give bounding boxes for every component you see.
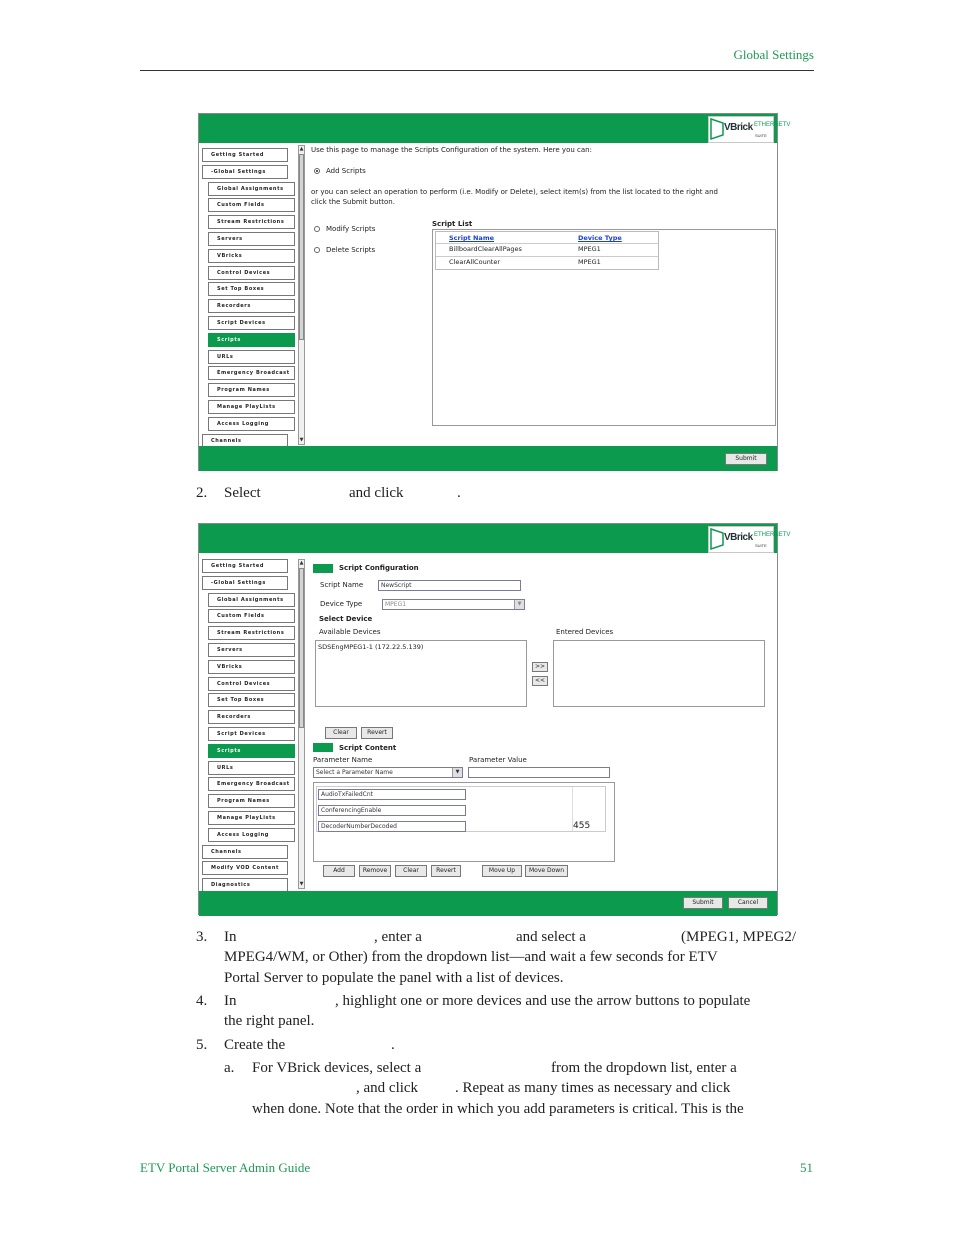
nav-item-servers[interactable]: Servers xyxy=(208,232,295,246)
step2-and-click: and click xyxy=(349,485,404,501)
scroll-thumb[interactable] xyxy=(299,568,304,728)
step2-number: 2. xyxy=(196,485,208,501)
nav-item-servers[interactable]: Servers xyxy=(208,643,295,657)
move-up-button[interactable]: Move Up xyxy=(482,865,522,877)
step3-number: 3. xyxy=(196,929,208,945)
row1-name[interactable]: BillboardClearAllPages xyxy=(449,245,522,253)
script-list-table xyxy=(435,231,659,270)
step3-in: In xyxy=(224,929,237,945)
nav-item-program-names[interactable]: Program Names xyxy=(208,383,295,397)
add-button[interactable]: Add xyxy=(323,865,355,877)
param-row2-name[interactable]: ConferencingEnable xyxy=(318,805,466,816)
nav-item-emergency-broadcast[interactable]: Emergency Broadcast xyxy=(208,777,295,791)
page-header xyxy=(140,46,814,71)
nav-item-stream-restrictions[interactable]: Stream Restrictions xyxy=(208,215,295,229)
or-text-line2: click the Submit button. xyxy=(311,198,395,206)
nav-item-global-assignments[interactable]: Global Assignments xyxy=(208,182,295,196)
step2-period: . xyxy=(457,485,461,501)
entered-devices-label: Entered Devices xyxy=(556,628,614,636)
nav-item-control-devices[interactable]: Control Devices xyxy=(208,677,295,691)
submit-button[interactable]: Submit xyxy=(725,453,767,465)
nav-item-modify-vod-content[interactable]: Modify VOD Content xyxy=(202,861,288,875)
submit-button[interactable]: Submit xyxy=(683,897,723,909)
scroll-up-icon[interactable]: ▲ xyxy=(299,146,304,152)
select-device-label: Select Device xyxy=(319,615,373,623)
step3-line2: MPEG4/WM, or Other) from the dropdown list—and wait a few seconds for ETV xyxy=(224,949,718,965)
top-bar xyxy=(199,524,777,553)
clear-button[interactable]: Clear xyxy=(325,727,357,739)
screenshot-scripts-list xyxy=(198,113,791,471)
nav-item-urls[interactable]: URLs xyxy=(208,350,295,364)
nav-item-recorders[interactable]: Recorders xyxy=(208,710,295,724)
nav-item-script-devices[interactable]: Script Devices xyxy=(208,316,295,330)
available-devices-list[interactable] xyxy=(315,640,527,707)
step3-rest1: (MPEG1, MPEG2/ xyxy=(681,929,797,945)
content-title: Script Content xyxy=(339,744,397,752)
param-table xyxy=(316,786,606,832)
step4-line2: the right panel. xyxy=(224,1013,315,1029)
device-type-label: Device Type xyxy=(320,600,363,608)
move-down-button[interactable]: Move Down xyxy=(525,865,568,877)
section-title: Global Settings xyxy=(733,47,814,62)
cancel-button[interactable]: Cancel xyxy=(728,897,768,909)
nav-item-custom-fields[interactable]: Custom Fields xyxy=(208,198,295,212)
script-list-title: Script List xyxy=(432,220,473,228)
step3-line3: Portal Server to populate the panel with a list of devices. xyxy=(224,970,564,986)
screenshot-script-configuration xyxy=(198,523,791,915)
row1-type: MPEG1 xyxy=(578,245,601,253)
bottom-bar xyxy=(199,891,777,916)
row2-type: MPEG1 xyxy=(578,258,601,266)
modify-scripts-label: Modify Scripts xyxy=(326,225,376,233)
footer-guide: ETV Portal Server Admin Guide xyxy=(140,1160,311,1175)
step5-number: 5. xyxy=(196,1037,208,1053)
nav-item-vbricks[interactable]: VBricks xyxy=(208,660,295,674)
scroll-down-icon[interactable]: ▼ xyxy=(299,437,304,443)
step2-select: Select xyxy=(224,485,261,501)
step5-create: Create the xyxy=(224,1037,286,1053)
config-title: Script Configuration xyxy=(339,564,419,572)
substep-a-line1a: For VBrick devices, select a xyxy=(252,1060,422,1076)
nav-item-global-settings[interactable]: -Global Settings xyxy=(202,576,288,590)
scroll-thumb[interactable] xyxy=(299,154,304,340)
nav-item-global-settings[interactable]: -Global Settings xyxy=(202,165,288,179)
bottom-bar xyxy=(199,446,777,471)
nav-item-global-assignments[interactable]: Global Assignments xyxy=(208,593,295,607)
param-row3-value: 455 xyxy=(573,821,591,831)
nav-item-scripts[interactable]: Scripts xyxy=(208,333,295,347)
nav-item-script-devices[interactable]: Script Devices xyxy=(208,727,295,741)
nav-item-set-top-boxes[interactable]: Set Top Boxes xyxy=(208,282,295,296)
revert-params-button[interactable]: Revert xyxy=(431,865,461,877)
nav-item-custom-fields[interactable]: Custom Fields xyxy=(208,609,295,623)
nav-item-channels[interactable]: Channels xyxy=(202,434,288,448)
or-text-line1: or you can select an operation to perform (i.e. Modify or Delete), select item(s) from the list located to the right and xyxy=(311,188,718,196)
nav-item-getting-started[interactable]: Getting Started xyxy=(202,148,288,162)
nav-item-vbricks[interactable]: VBricks xyxy=(208,249,295,263)
nav-item-channels[interactable]: Channels xyxy=(202,845,288,859)
param-row1-name[interactable]: AudioTxFailedCnt xyxy=(318,789,466,800)
col-device-type[interactable]: Device Type xyxy=(578,234,622,242)
config-indicator xyxy=(313,564,333,573)
revert-button[interactable]: Revert xyxy=(361,727,393,739)
nav-item-urls[interactable]: URLs xyxy=(208,761,295,775)
nav-item-stream-restrictions[interactable]: Stream Restrictions xyxy=(208,626,295,640)
nav-item-manage-playlists[interactable]: Manage PlayLists xyxy=(208,400,295,414)
script-list-box[interactable] xyxy=(432,229,776,426)
top-bar xyxy=(199,114,777,143)
row2-name[interactable]: ClearAllCounter xyxy=(449,258,501,266)
nav-item-recorders[interactable]: Recorders xyxy=(208,299,295,313)
nav-item-scripts[interactable]: Scripts xyxy=(208,744,295,758)
nav-item-program-names[interactable]: Program Names xyxy=(208,794,295,808)
vbrick-logo: VBrick ETHERNETV SUITE xyxy=(708,116,774,143)
step4-number: 4. xyxy=(196,993,208,1009)
substep-a-line3: when done. Note that the order in which you add parameters is critical. This is the xyxy=(252,1101,744,1117)
chevron-down-icon[interactable]: ▼ xyxy=(514,600,524,609)
nav-item-access-logging[interactable]: Access Logging xyxy=(208,417,295,431)
nav-item-diagnostics[interactable]: Diagnostics xyxy=(202,878,288,892)
param-list-box[interactable] xyxy=(313,782,615,862)
col-script-name[interactable]: Script Name xyxy=(449,234,494,242)
scroll-down-icon[interactable]: ▼ xyxy=(299,881,304,887)
modify-scripts-radio[interactable] xyxy=(314,226,320,232)
nav-item-emergency-broadcast[interactable]: Emergency Broadcast xyxy=(208,366,295,380)
clear-params-button[interactable]: Clear xyxy=(395,865,427,877)
step4-rest: , highlight one or more devices and use the arrow buttons to populate xyxy=(335,993,751,1009)
substep-a-line1b: from the dropdown list, enter a xyxy=(551,1060,737,1076)
substep-a-letter: a. xyxy=(224,1060,235,1076)
param-value-label: Parameter Value xyxy=(469,756,527,764)
entered-devices-list[interactable] xyxy=(553,640,765,707)
scroll-up-icon[interactable]: ▲ xyxy=(299,560,304,566)
add-scripts-radio[interactable] xyxy=(314,168,320,174)
device-item[interactable]: SDSEngMPEG1-1 (172.22.5.139) xyxy=(318,643,424,651)
step4-in: In xyxy=(224,993,237,1009)
add-scripts-label: Add Scripts xyxy=(326,167,366,175)
intro-text: Use this page to manage the Scripts Configuration of the system. Here you can: xyxy=(311,146,592,154)
nav-scrollbar[interactable] xyxy=(298,559,305,889)
script-name-label: Script Name xyxy=(320,581,364,589)
delete-scripts-label: Delete Scripts xyxy=(326,246,376,254)
step5-period: . xyxy=(391,1037,395,1053)
param-value-input[interactable] xyxy=(468,767,610,778)
step3-select: and select a xyxy=(516,929,586,945)
chevron-down-icon[interactable]: ▼ xyxy=(452,768,462,777)
script-name-input[interactable]: NewScript xyxy=(378,580,521,591)
nav-item-set-top-boxes[interactable]: Set Top Boxes xyxy=(208,693,295,707)
vbrick-logo: VBrick ETHERNETV SUITE xyxy=(708,526,774,553)
available-devices-label: Available Devices xyxy=(319,628,381,636)
substep-a-line2b: . Repeat as many times as necessary and click xyxy=(455,1080,731,1096)
device-type-select[interactable]: MPEG1 ▼ xyxy=(382,599,525,610)
remove-button[interactable]: Remove xyxy=(359,865,391,877)
nav-item-control-devices[interactable]: Control Devices xyxy=(208,266,295,280)
nav-item-access-logging[interactable]: Access Logging xyxy=(208,828,295,842)
param-name-label: Parameter Name xyxy=(313,756,373,764)
param-name-select[interactable]: Select a Parameter Name ▼ xyxy=(313,767,463,778)
nav-scrollbar[interactable] xyxy=(298,145,305,445)
substep-a-line2a: , and click xyxy=(356,1080,419,1096)
step3-enter: , enter a xyxy=(374,929,422,945)
content-indicator xyxy=(313,743,333,752)
nav-item-manage-playlists[interactable]: Manage PlayLists xyxy=(208,811,295,825)
delete-scripts-radio[interactable] xyxy=(314,247,320,253)
footer-page-number: 51 xyxy=(800,1160,813,1175)
param-row3-name[interactable]: DecoderNumberDecoded xyxy=(318,821,466,832)
move-right-button[interactable]: >> xyxy=(532,662,548,672)
move-left-button[interactable]: << xyxy=(532,676,548,686)
nav-item-getting-started[interactable]: Getting Started xyxy=(202,559,288,573)
